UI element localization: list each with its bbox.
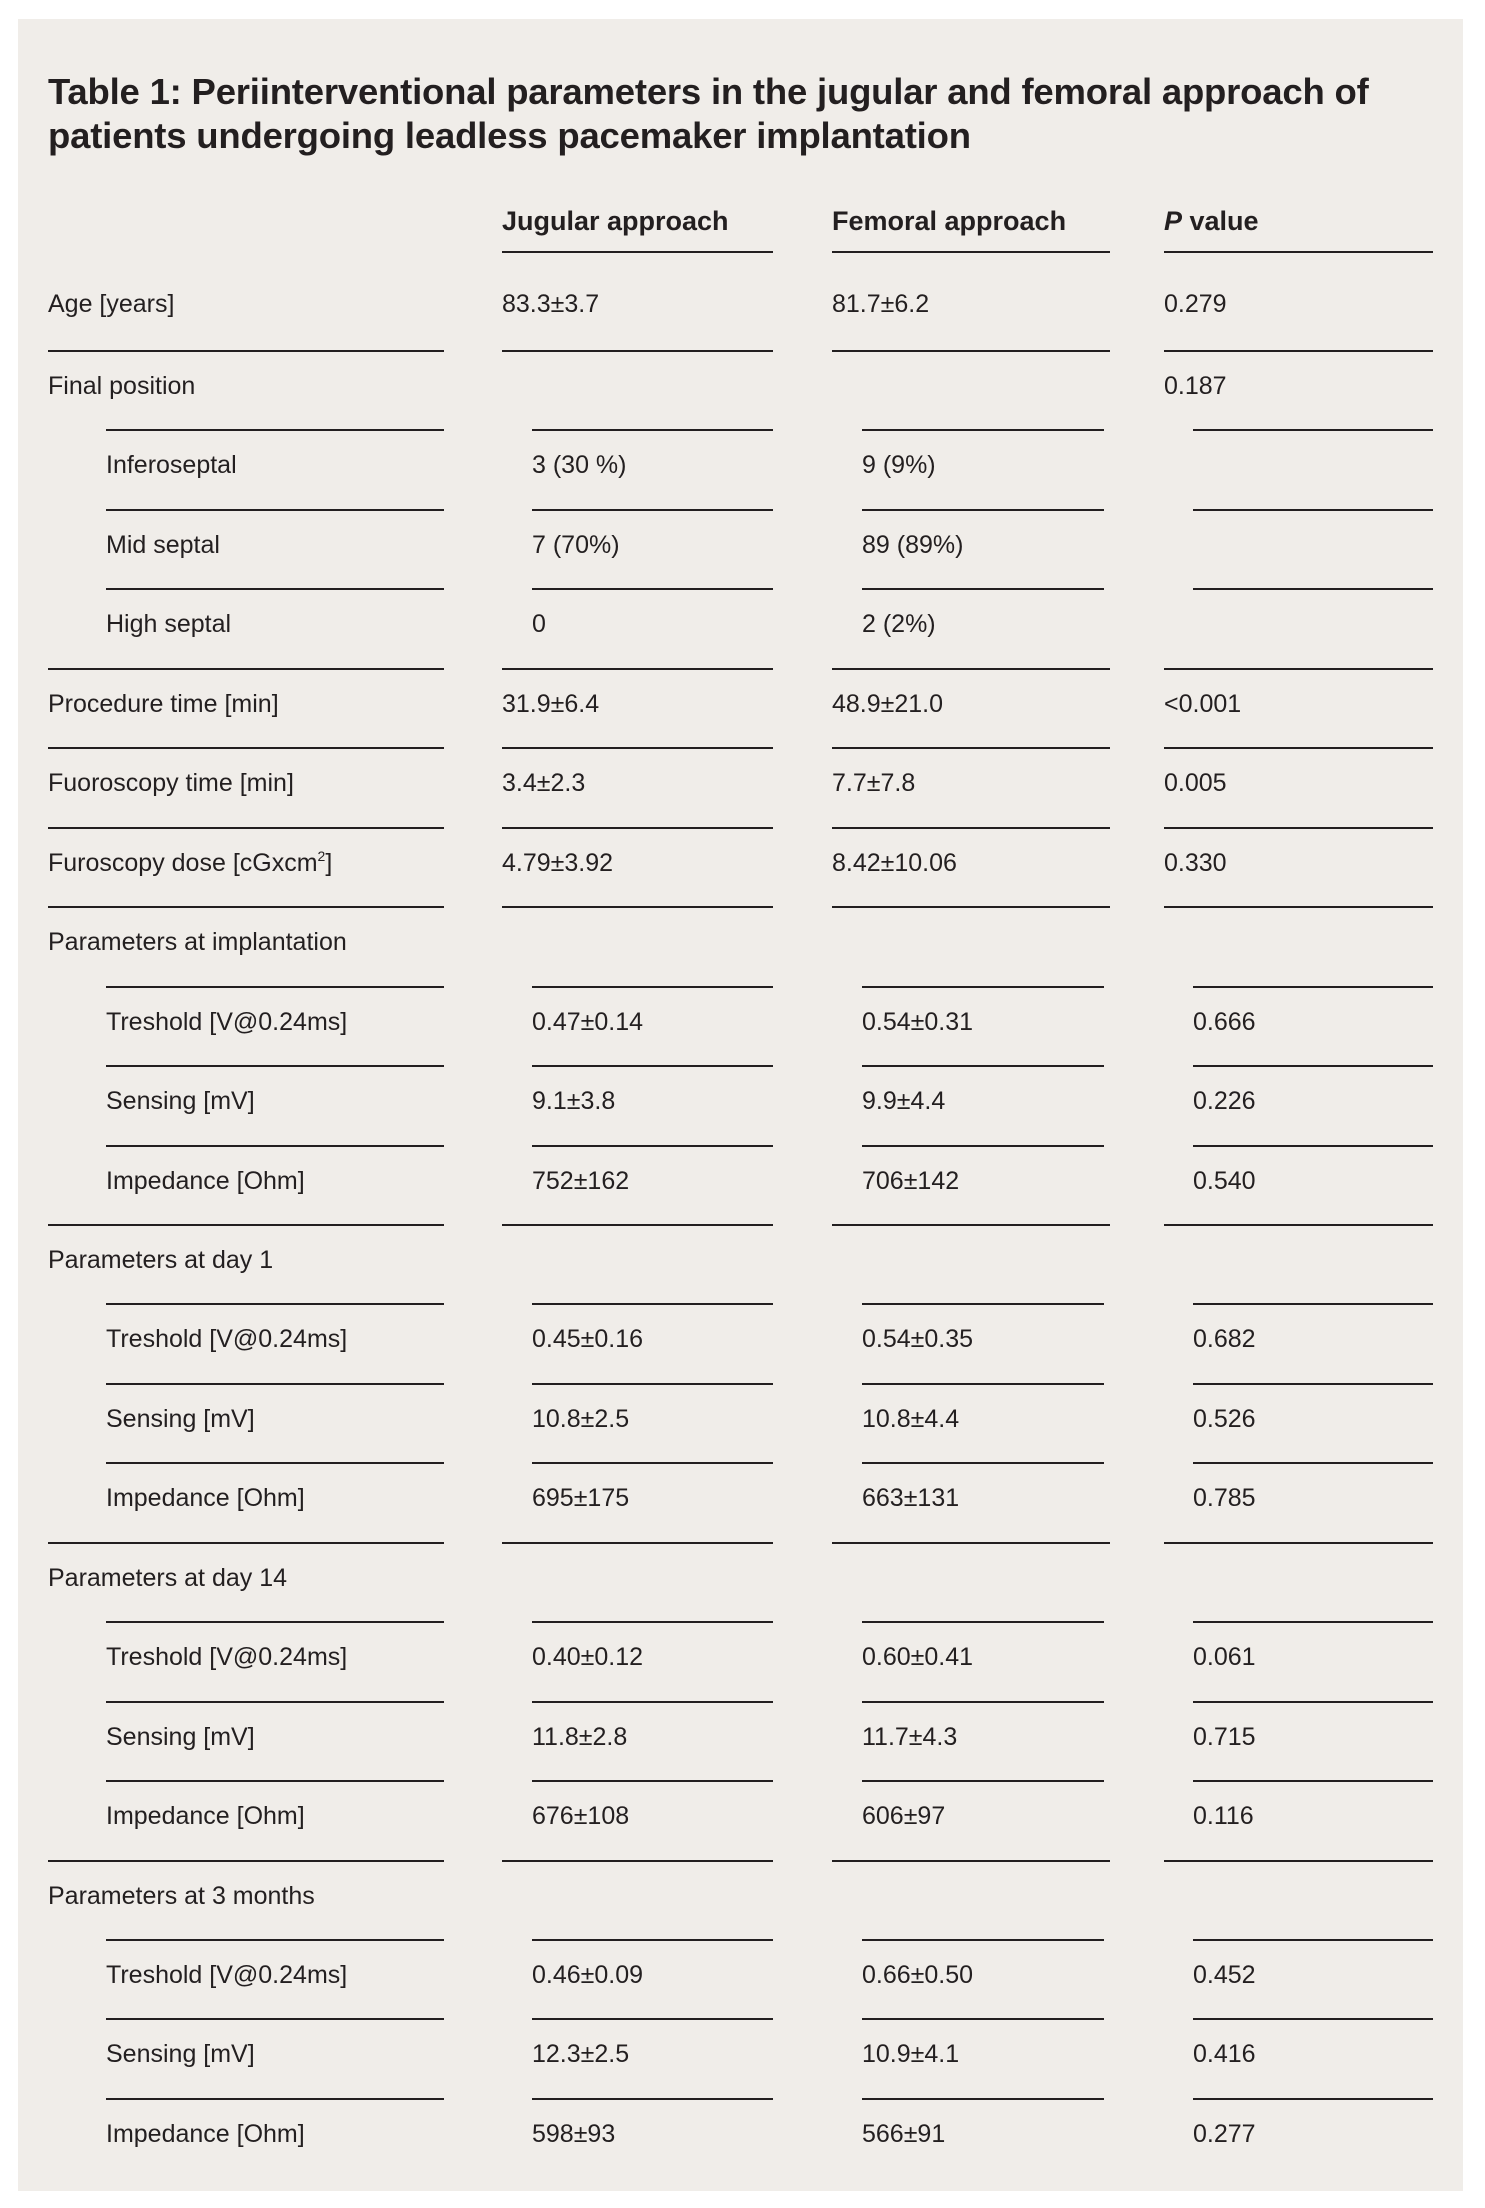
cell-p: 0.785 xyxy=(1193,1484,1256,1512)
row-rule-jugular xyxy=(532,2018,773,2020)
row-rule-p xyxy=(1193,588,1433,590)
table-row xyxy=(0,906,1485,986)
cell-femoral: 606±97 xyxy=(862,1802,946,1830)
cell-label: Impedance [Ohm] xyxy=(106,1802,305,1830)
cell-label: High septal xyxy=(106,610,232,638)
cell-label: Age [years] xyxy=(48,290,175,318)
cell-jugular: 10.8±2.5 xyxy=(532,1405,630,1433)
table-row xyxy=(0,747,1485,827)
row-rule-p xyxy=(1193,509,1433,511)
row-rule-jugular xyxy=(532,1701,773,1703)
table-title: Table 1: Periinterventional parameters in the jugular and femoral approach of patients undergoing leadless pacemaker implantation xyxy=(48,71,1369,156)
cell-jugular: 0.45±0.16 xyxy=(532,1325,644,1353)
row-rule-jugular xyxy=(502,668,773,670)
cell-femoral: 8.42±10.06 xyxy=(832,849,957,877)
row-rule-p xyxy=(1193,2018,1433,2020)
table-row xyxy=(0,1780,1485,1860)
row-rule-p xyxy=(1164,350,1433,352)
cell-jugular: 695±175 xyxy=(532,1484,630,1512)
row-rule-femoral xyxy=(862,1145,1104,1147)
cell-femoral: 10.8±4.4 xyxy=(862,1405,960,1433)
row-rule-jugular xyxy=(532,1383,773,1385)
cell-femoral: 10.9±4.1 xyxy=(862,2040,960,2068)
row-rule-p xyxy=(1193,1303,1433,1305)
row-rule-femoral xyxy=(862,1303,1104,1305)
cell-p: 0.005 xyxy=(1164,769,1227,797)
row-rule-p xyxy=(1164,1542,1433,1544)
table-row xyxy=(0,2018,1485,2098)
row-rule-label xyxy=(106,1145,444,1147)
row-rule-label xyxy=(106,1383,444,1385)
row-rule-femoral xyxy=(862,986,1104,988)
cell-p: 0.715 xyxy=(1193,1723,1256,1751)
row-rule-p xyxy=(1193,429,1433,431)
cell-label: Parameters at day 14 xyxy=(48,1564,288,1592)
cell-label: Sensing [mV] xyxy=(106,1087,255,1115)
row-rule-label xyxy=(48,1224,444,1226)
table-row xyxy=(0,350,1485,430)
row-rule-label xyxy=(106,1065,444,1067)
cell-femoral: 706±142 xyxy=(862,1167,960,1195)
row-rule-jugular xyxy=(532,1939,773,1941)
table-row xyxy=(0,1303,1485,1383)
cell-label: Treshold [V@0.24ms] xyxy=(106,1961,348,1989)
row-rule-p xyxy=(1164,827,1433,829)
cell-femoral: 0.66±0.50 xyxy=(862,1961,974,1989)
cell-p: 0.416 xyxy=(1193,2040,1256,2068)
cell-femoral: 0.54±0.35 xyxy=(862,1325,974,1353)
row-rule-femoral xyxy=(832,350,1110,352)
table-row xyxy=(0,1621,1485,1701)
row-rule-femoral xyxy=(832,906,1110,908)
cell-jugular: 11.8±2.8 xyxy=(532,1723,628,1751)
table-row xyxy=(0,827,1485,907)
row-rule-label xyxy=(106,588,444,590)
cell-label: Parameters at 3 months xyxy=(48,1882,315,1910)
row-rule-label xyxy=(106,429,444,431)
cell-jugular: 3.4±2.3 xyxy=(502,769,586,797)
row-rule-label xyxy=(106,1303,444,1305)
row-rule-jugular xyxy=(502,906,773,908)
row-rule-jugular xyxy=(532,1462,773,1464)
row-rule-label xyxy=(48,350,444,352)
row-rule-jugular xyxy=(532,1780,773,1782)
row-rule-label xyxy=(106,1939,444,1941)
row-rule-p xyxy=(1193,986,1433,988)
row-rule-femoral xyxy=(862,1462,1104,1464)
row-rule-femoral xyxy=(862,1383,1104,1385)
label-superscript: 2 xyxy=(317,848,326,864)
label-tail: ] xyxy=(325,849,333,877)
cell-p: 0.279 xyxy=(1164,290,1227,318)
cell-femoral: 663±131 xyxy=(862,1484,960,1512)
cell-label: Impedance [Ohm] xyxy=(106,1484,305,1512)
row-rule-label xyxy=(106,1701,444,1703)
cell-femoral: 48.9±21.0 xyxy=(832,690,944,718)
cell-label: Impedance [Ohm] xyxy=(106,2120,305,2148)
p-italic: P xyxy=(1164,206,1183,236)
cell-p: 0.526 xyxy=(1193,1405,1256,1433)
row-rule-jugular xyxy=(532,588,773,590)
row-rule-femoral xyxy=(862,429,1104,431)
table-row xyxy=(0,429,1485,509)
row-rule-femoral xyxy=(832,668,1110,670)
row-rule-label xyxy=(106,2018,444,2020)
row-rule-label xyxy=(48,668,444,670)
row-rule-p xyxy=(1164,668,1433,670)
row-rule-femoral xyxy=(832,747,1110,749)
cell-p: 0.666 xyxy=(1193,1008,1256,1036)
cell-p: 0.226 xyxy=(1193,1087,1256,1115)
row-rule-label xyxy=(48,1542,444,1544)
table-row xyxy=(0,1939,1485,2019)
row-rule-jugular xyxy=(532,2098,773,2100)
cell-label: Parameters at day 1 xyxy=(48,1246,274,1274)
row-rule-jugular xyxy=(532,1145,773,1147)
cell-jugular: 0.40±0.12 xyxy=(532,1643,644,1671)
cell-femoral: 11.7±4.3 xyxy=(862,1723,958,1751)
cell-p: 0.061 xyxy=(1193,1643,1256,1671)
row-rule-p xyxy=(1193,1145,1433,1147)
row-rule-label xyxy=(48,827,444,829)
cell-femoral: 81.7±6.2 xyxy=(832,290,930,318)
cell-p: 0.277 xyxy=(1193,2120,1256,2148)
cell-p: 0.682 xyxy=(1193,1325,1256,1353)
row-rule-p xyxy=(1193,1065,1433,1067)
cell-jugular: 0.47±0.14 xyxy=(532,1008,644,1036)
row-rule-femoral xyxy=(862,1621,1104,1623)
row-rule-femoral xyxy=(832,1860,1110,1862)
label-text: Furoscopy dose [cGxcm xyxy=(48,849,318,877)
row-rule-jugular xyxy=(502,350,773,352)
cell-label xyxy=(48,847,332,879)
cell-femoral: 0.60±0.41 xyxy=(862,1643,974,1671)
cell-p: 0.116 xyxy=(1193,1802,1254,1830)
row-rule-femoral xyxy=(862,1065,1104,1067)
table-row xyxy=(0,1145,1485,1225)
cell-femoral: 0.54±0.31 xyxy=(862,1008,974,1036)
row-rule-jugular xyxy=(502,1860,773,1862)
row-rule-label xyxy=(106,986,444,988)
row-rule-jugular xyxy=(532,1621,773,1623)
row-rule-femoral xyxy=(832,827,1110,829)
cell-label: Final position xyxy=(48,372,196,400)
cell-p: 0.452 xyxy=(1193,1961,1256,1989)
cell-jugular: 676±108 xyxy=(532,1802,630,1830)
cell-jugular: 0 xyxy=(532,610,546,638)
row-rule-femoral xyxy=(862,1939,1104,1941)
cell-label: Fuoroscopy time [min] xyxy=(48,769,294,797)
row-rule-femoral xyxy=(862,1780,1104,1782)
row-rule-jugular xyxy=(532,1303,773,1305)
row-rule-p xyxy=(1164,1860,1433,1862)
cell-jugular: 752±162 xyxy=(532,1167,630,1195)
row-rule-label xyxy=(48,1860,444,1862)
row-rule-label xyxy=(106,2098,444,2100)
cell-femoral: 9 (9%) xyxy=(862,451,936,479)
table-row xyxy=(0,252,1485,332)
table-row xyxy=(0,1701,1485,1781)
cell-p: 0.540 xyxy=(1193,1167,1256,1195)
cell-p: 0.187 xyxy=(1164,372,1227,400)
row-rule-p xyxy=(1164,1224,1433,1226)
row-rule-femoral xyxy=(832,1542,1110,1544)
table-row xyxy=(0,1542,1485,1622)
cell-label: Sensing [mV] xyxy=(106,2040,255,2068)
cell-femoral: 2 (2%) xyxy=(862,610,936,638)
table-row xyxy=(0,509,1485,589)
cell-label: Procedure time [min] xyxy=(48,690,279,718)
table-row xyxy=(0,1860,1485,1940)
row-rule-p xyxy=(1164,747,1433,749)
cell-label: Mid septal xyxy=(106,531,220,559)
cell-label: Sensing [mV] xyxy=(106,1723,255,1751)
row-rule-p xyxy=(1193,1780,1433,1782)
row-rule-jugular xyxy=(502,747,773,749)
cell-jugular: 7 (70%) xyxy=(532,531,620,559)
row-rule-p xyxy=(1193,1383,1433,1385)
table-row xyxy=(0,588,1485,668)
row-rule-jugular xyxy=(532,986,773,988)
cell-femoral: 566±91 xyxy=(862,2120,946,2148)
row-rule-jugular xyxy=(502,1542,773,1544)
cell-jugular: 9.1±3.8 xyxy=(532,1087,616,1115)
cell-jugular: 0.46±0.09 xyxy=(532,1961,644,1989)
p-value-label: value xyxy=(1182,206,1259,236)
column-header-jugular: Jugular approach xyxy=(502,206,729,236)
table-row xyxy=(0,1383,1485,1463)
cell-femoral: 9.9±4.4 xyxy=(862,1087,946,1115)
cell-label: Treshold [V@0.24ms] xyxy=(106,1008,348,1036)
row-rule-femoral xyxy=(862,2018,1104,2020)
row-rule-p xyxy=(1193,2098,1433,2100)
column-header-p-value xyxy=(1164,204,1259,238)
cell-label: Inferoseptal xyxy=(106,451,237,479)
row-rule-label xyxy=(106,1462,444,1464)
row-rule-femoral xyxy=(832,1224,1110,1226)
cell-jugular: 598±93 xyxy=(532,2120,616,2148)
row-rule-jugular xyxy=(502,827,773,829)
row-rule-p xyxy=(1193,1939,1433,1941)
cell-label: Treshold [V@0.24ms] xyxy=(106,1643,348,1671)
row-rule-label xyxy=(48,747,444,749)
row-rule-jugular xyxy=(532,429,773,431)
column-header-femoral: Femoral approach xyxy=(832,206,1067,236)
row-rule-label xyxy=(106,1780,444,1782)
cell-p: <0.001 xyxy=(1164,690,1242,718)
row-rule-label xyxy=(106,1621,444,1623)
table-row xyxy=(0,1462,1485,1542)
row-rule-femoral xyxy=(862,509,1104,511)
cell-jugular: 4.79±3.92 xyxy=(502,849,614,877)
cell-label: Parameters at implantation xyxy=(48,928,347,956)
table-row xyxy=(0,986,1485,1066)
table-row xyxy=(0,668,1485,748)
cell-label: Treshold [V@0.24ms] xyxy=(106,1325,348,1353)
cell-femoral: 7.7±7.8 xyxy=(832,769,916,797)
row-rule-p xyxy=(1193,1701,1433,1703)
cell-jugular: 31.9±6.4 xyxy=(502,690,600,718)
cell-jugular: 83.3±3.7 xyxy=(502,290,600,318)
row-rule-p xyxy=(1193,1621,1433,1623)
table-row xyxy=(0,2098,1485,2178)
row-rule-femoral xyxy=(862,588,1104,590)
cell-label: Sensing [mV] xyxy=(106,1405,255,1433)
row-rule-jugular xyxy=(532,1065,773,1067)
row-rule-jugular xyxy=(502,1224,773,1226)
row-rule-label xyxy=(48,906,444,908)
cell-label: Impedance [Ohm] xyxy=(106,1167,305,1195)
row-rule-label xyxy=(106,509,444,511)
table-row xyxy=(0,1224,1485,1304)
cell-p: 0.330 xyxy=(1164,849,1227,877)
table-row xyxy=(0,1065,1485,1145)
row-rule-p xyxy=(1164,906,1433,908)
cell-femoral: 89 (89%) xyxy=(862,531,964,559)
cell-jugular: 12.3±2.5 xyxy=(532,2040,630,2068)
row-rule-jugular xyxy=(532,509,773,511)
row-rule-p xyxy=(1193,1462,1433,1464)
row-rule-femoral xyxy=(862,1701,1104,1703)
cell-jugular: 3 (30 %) xyxy=(532,451,627,479)
row-rule-femoral xyxy=(862,2098,1104,2100)
